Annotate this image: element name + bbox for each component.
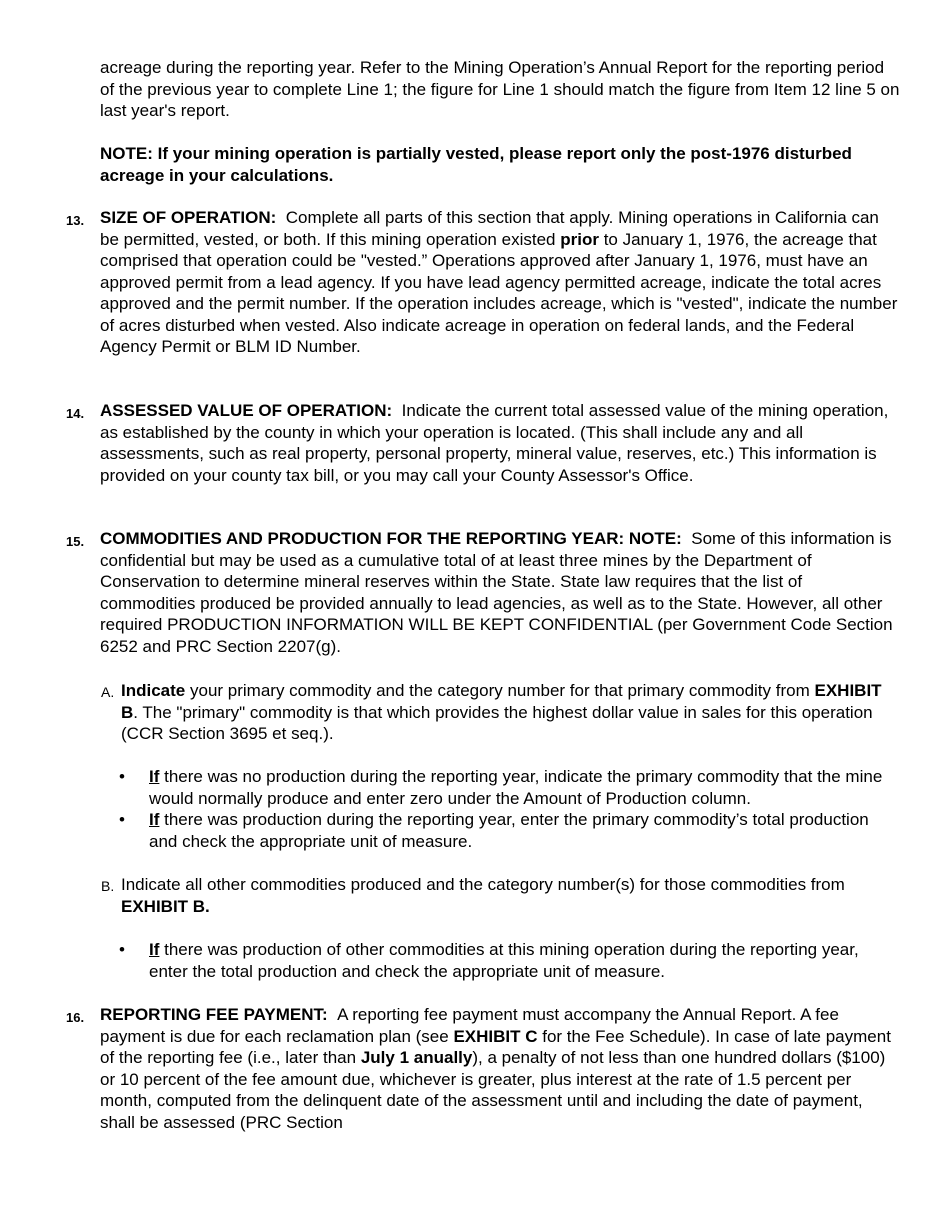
emphasis-if: If bbox=[149, 940, 160, 959]
section-number: 14. bbox=[66, 406, 85, 421]
subsection-a bbox=[101, 680, 901, 745]
section-text-continued: to January 1, 1976, the acreage that comprised that operation could be "vested.” Operations approved after January 1, 1976, must have an approved permit from a lead agency. If you have lead agency permitted acreage, indicate the total acres approved and the permit number. If the operation includes acreage, which is "vested", indicate the number of acres disturbed when vested. Also indicate acreage in operation on federal lands, and the Federal Agency Permit or BLM ID Number. bbox=[100, 229, 898, 356]
section-text: Complete all parts of this section that apply. Mining operations in California can be permitted, vested, or both. If this mining operation existed bbox=[100, 208, 879, 249]
emphasis-if: If bbox=[149, 810, 160, 829]
section-text: Indicate the current total assessed value of the mining operation, as established by the county in which your operation is located. (This shall include any and all assessments, such as real property, personal property, mineral value, reserves, etc.) This information is provided on your county tax bill, or you may call your County Assessor's Office. bbox=[100, 401, 889, 485]
bullet-icon: • bbox=[119, 940, 125, 959]
section-text-continued: for the Fee Schedule). In case of late payment of the reporting fee (i.e., later than bbox=[100, 1026, 891, 1067]
subsection-b bbox=[101, 874, 901, 917]
section-13 bbox=[66, 207, 900, 358]
bullet-text: there was no production during the reporting year, indicate the primary commodity that the mine would normally produce and enter zero under the Amount of Production column. bbox=[149, 767, 883, 808]
section-14 bbox=[66, 400, 900, 486]
exhibit-b-reference: EXHIBIT B bbox=[121, 681, 882, 722]
subsection-text: your primary commodity and the category number for that primary commodity from bbox=[189, 681, 810, 700]
subsection-text: Indicate all other commodities produced and the category number(s) for those commodities from bbox=[121, 875, 845, 894]
intro-paragraph: acreage during the reporting year. Refer to the Mining Operation’s Annual Report for the reporting period of the previous year to complete Line 1; the figure for Line 1 should match the figure from Item 12 line 5 on last year's report. bbox=[100, 58, 900, 120]
section-title: COMMODITIES AND PRODUCTION FOR THE REPORTING YEAR: NOTE: bbox=[100, 529, 682, 548]
section-text: Some of this information is confidential but may be used as a cumulative total of at least three mines by the Department of Conservation to determine mineral reserves within the State. State law requires that the list of commodities produced be provided annually to lead agencies, as well as to the State. However, all other required PRODUCTION INFORMATION WILL BE KEPT CONFIDENTIAL (per Government Code Section 6252 and PRC Section 2207(g). bbox=[100, 529, 893, 656]
subsection-letter: A. bbox=[101, 684, 115, 700]
section-number: 13. bbox=[66, 213, 85, 228]
vesting-note bbox=[100, 143, 900, 186]
bullet-item bbox=[119, 809, 899, 852]
section-number: 16. bbox=[66, 1010, 85, 1025]
section-title: REPORTING FEE PAYMENT: bbox=[100, 1005, 328, 1024]
emphasis-if: If bbox=[149, 767, 160, 786]
section-title: ASSESSED VALUE OF OPERATION: bbox=[100, 401, 393, 420]
note-text: NOTE: If your mining operation is partially vested, please report only the post-1976 disturbed acreage in your calculations. bbox=[100, 144, 852, 185]
section-text: A reporting fee payment must accompany the Annual Report. A fee payment is due for each reclamation plan (see bbox=[100, 1005, 839, 1046]
emphasis-prior: prior bbox=[560, 229, 599, 249]
exhibit-c-reference: EXHIBIT C bbox=[453, 1026, 538, 1046]
bullet-icon: • bbox=[119, 810, 125, 829]
exhibit-b-reference: EXHIBIT B. bbox=[121, 896, 210, 916]
subsection-letter: B. bbox=[101, 878, 115, 894]
bullet-text: there was production during the reporting year, enter the primary commodity’s total production and check the appropriate unit of measure. bbox=[149, 810, 869, 851]
subsection-text-continued: . The "primary" commodity is that which provides the highest dollar value in sales for this operation (CCR Section 3695 et seq.). bbox=[121, 702, 873, 743]
section-15 bbox=[66, 528, 900, 657]
section-number: 15. bbox=[66, 534, 85, 549]
emphasis-indicate: Indicate bbox=[121, 681, 186, 700]
bullet-item bbox=[119, 939, 899, 982]
bullet-icon: • bbox=[119, 767, 125, 786]
section-title: SIZE OF OPERATION: bbox=[100, 208, 277, 227]
section-text-final: ), a penalty of not less than one hundred dollars ($100) or 10 percent of the fee amount due, whichever is greater, plus interest at the rate of 1.5 percent per month, computed from the delinquent date of the assessment until and including the date of payment, shall be assessed (PRC Section bbox=[100, 1048, 886, 1132]
section-16 bbox=[66, 1004, 900, 1133]
bullet-item bbox=[119, 766, 899, 809]
payment-deadline: July 1 anually bbox=[360, 1048, 473, 1067]
bullet-text: there was production of other commodities at this mining operation during the reporting year, enter the total production and check the appropriate unit of measure. bbox=[149, 940, 859, 981]
